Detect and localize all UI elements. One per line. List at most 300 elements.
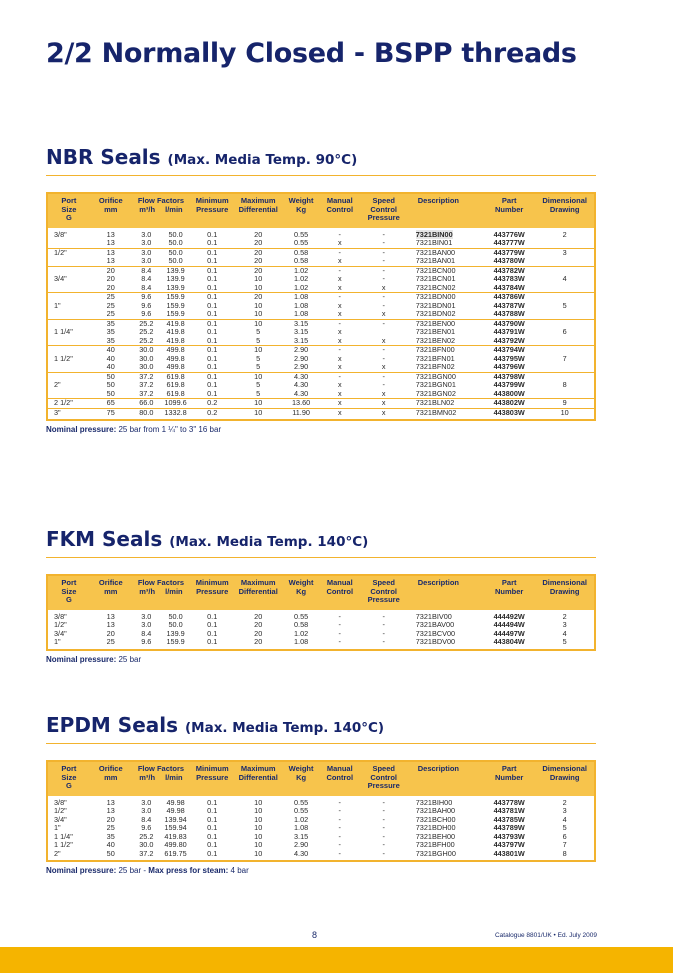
section-title-main: FKM Seals	[46, 527, 163, 551]
description-cell-value: 7321BAN00	[415, 248, 456, 257]
header-part-number-line: Part	[501, 578, 517, 587]
manual-control-cell	[320, 390, 360, 399]
manual-control-cell-value: -	[338, 292, 341, 301]
drawing-cell	[535, 621, 594, 630]
flow-lmin-cell-value: 139.9	[166, 275, 185, 283]
header-row	[48, 762, 594, 796]
flow-m3h-cell	[132, 807, 161, 816]
min-pressure-cell	[190, 293, 234, 302]
header-max-differential-line: Maximum	[240, 764, 276, 773]
speed-control-cell	[360, 638, 408, 649]
description-cell-value: 7321BAV00	[415, 621, 455, 629]
max-differential-cell	[234, 284, 282, 293]
min-pressure-cell-value: 0.1	[207, 239, 218, 247]
drawing-cell-value: 2	[562, 797, 567, 807]
part-number-cell	[483, 284, 535, 293]
orifice-cell	[90, 355, 132, 364]
header-max-differential-line: Differential	[238, 772, 278, 782]
weight-cell	[282, 621, 320, 630]
port-size-cell	[48, 228, 90, 240]
note-text: 25 bar -	[118, 866, 149, 875]
flow-lmin-cell-value: 619.75	[164, 849, 187, 858]
table-row	[48, 610, 594, 622]
flow-m3h-cell	[132, 824, 161, 833]
min-pressure-cell-value: 0.1	[207, 381, 218, 389]
part-number-cell-value: 443790W	[493, 319, 525, 328]
header-weight	[282, 762, 320, 796]
description-cell	[408, 302, 483, 311]
max-differential-cell-value: 10	[254, 807, 263, 815]
part-number-cell	[483, 841, 535, 850]
min-pressure-cell	[190, 833, 234, 842]
min-pressure-cell	[190, 310, 234, 319]
orifice-cell-value: 20	[106, 275, 115, 283]
header-min-pressure-line: Pressure	[196, 586, 229, 596]
weight-cell-value: 1.08	[293, 301, 309, 310]
speed-control-cell	[360, 807, 408, 816]
drawing-cell	[535, 257, 594, 266]
flow-lmin-cell-value: 499.8	[166, 363, 185, 371]
description-cell	[408, 257, 483, 266]
min-pressure-cell	[190, 346, 234, 355]
flow-lmin-cell-value: 49.98	[166, 797, 185, 807]
manual-control-cell	[320, 355, 360, 364]
description-cell-value: 7321BCN00	[415, 266, 456, 275]
drawing-cell-value: 4	[562, 815, 567, 824]
orifice-cell	[90, 638, 132, 649]
header-description-line: Description	[417, 578, 460, 587]
speed-control-cell-value: -	[382, 807, 385, 815]
speed-control-cell	[360, 302, 408, 311]
manual-control-cell-value: x	[337, 398, 342, 407]
drawing-cell-value: 2	[562, 611, 567, 621]
weight-cell	[282, 807, 320, 816]
header-min-pressure	[190, 194, 234, 228]
header-flow-lmin: l/min	[165, 204, 183, 214]
orifice-cell	[90, 796, 132, 808]
description-cell-value: 7321BCV00	[415, 629, 456, 638]
header-dimensional-drawing-line: Dimensional	[542, 578, 587, 587]
header-speed-control-line: Speed	[372, 196, 395, 205]
orifice-cell-value: 20	[106, 629, 115, 638]
max-differential-cell-value: 5	[256, 381, 261, 389]
weight-cell-value: 2.90	[293, 363, 309, 371]
header-min-pressure-line: Pressure	[196, 772, 229, 782]
max-differential-cell	[234, 816, 282, 825]
min-pressure-cell-value: 0.1	[207, 815, 218, 824]
table-row	[48, 363, 594, 372]
flow-m3h-cell	[132, 610, 161, 622]
flow-lmin-cell	[161, 638, 190, 649]
flow-m3h-cell	[132, 319, 161, 328]
header-manual-control-line: Manual	[326, 764, 353, 773]
header-max-differential-line: Differential	[238, 586, 278, 596]
part-number-cell-value: 444492W	[493, 611, 525, 621]
description-cell-value: 7321BDN01	[415, 301, 456, 310]
manual-control-cell	[320, 372, 360, 381]
description-cell-value: 7321BFN01	[415, 354, 455, 363]
max-differential-cell-value: 20	[254, 257, 263, 265]
speed-control-cell-value: -	[382, 292, 385, 301]
drawing-cell-value: 4	[562, 275, 567, 283]
header-port-size-line: G	[65, 213, 72, 222]
description-cell-value: 7321BMN02	[415, 408, 457, 417]
table-row	[48, 638, 594, 649]
weight-cell	[282, 228, 320, 240]
min-pressure-cell-value: 0.1	[207, 849, 218, 858]
part-number-cell	[483, 266, 535, 275]
speed-control-cell	[360, 833, 408, 842]
nominal-pressure-note	[46, 655, 596, 664]
manual-control-cell	[320, 363, 360, 372]
section-title	[46, 528, 596, 553]
min-pressure-cell	[190, 390, 234, 399]
flow-m3h-cell	[132, 284, 161, 293]
part-number-cell	[483, 302, 535, 311]
speed-control-cell-value: -	[382, 248, 385, 257]
port-size-cell-value: 1 1/4"	[54, 328, 73, 336]
part-number-cell-value: 443781W	[493, 807, 525, 815]
section-divider	[46, 557, 596, 558]
weight-cell-value: 0.55	[293, 229, 309, 239]
description-cell-value: 7321BDN02	[415, 310, 456, 318]
min-pressure-cell	[190, 807, 234, 816]
speed-control-cell-value: -	[382, 841, 385, 849]
max-differential-cell	[234, 266, 282, 275]
part-number-cell-value: 443777W	[493, 239, 525, 247]
drawing-cell-value: 6	[562, 832, 567, 841]
manual-control-cell	[320, 319, 360, 328]
drawing-cell	[535, 850, 594, 861]
manual-control-cell	[320, 399, 360, 409]
table-row	[48, 228, 594, 240]
description-cell	[408, 228, 483, 240]
manual-control-cell-value: -	[338, 611, 341, 621]
header-port-size	[48, 762, 90, 796]
weight-cell	[282, 390, 320, 399]
nominal-pressure-note	[46, 866, 596, 875]
min-pressure-cell-value: 0.1	[207, 257, 218, 265]
header-manual-control	[320, 194, 360, 228]
flow-lmin-cell	[161, 833, 190, 842]
header-dimensional-drawing-line: Drawing	[549, 586, 580, 596]
port-size-cell	[48, 328, 90, 337]
manual-control-cell-value: -	[338, 372, 341, 381]
weight-cell-value: 0.58	[293, 257, 309, 265]
orifice-cell-value: 13	[106, 248, 115, 257]
manual-control-cell	[320, 807, 360, 816]
port-size-cell-value: 1/2"	[54, 248, 67, 257]
part-number-cell-value: 443803W	[493, 408, 525, 417]
flow-m3h-cell	[132, 302, 161, 311]
max-differential-cell	[234, 355, 282, 364]
port-size-cell-value: 2"	[54, 381, 61, 389]
weight-cell	[282, 239, 320, 248]
port-size-cell-value: 1/2"	[54, 621, 67, 629]
flow-lmin-cell	[161, 284, 190, 293]
min-pressure-cell-value: 0.1	[207, 807, 218, 815]
manual-control-cell-value: -	[338, 824, 341, 832]
max-differential-cell-value: 20	[254, 292, 263, 301]
flow-lmin-cell	[161, 257, 190, 266]
description-cell-value: 7321BEN02	[415, 336, 456, 345]
min-pressure-cell	[190, 399, 234, 409]
max-differential-cell-value: 10	[254, 849, 263, 858]
speed-control-cell	[360, 293, 408, 302]
max-differential-cell-value: 10	[254, 824, 263, 832]
flow-lmin-cell	[161, 408, 190, 419]
speed-control-cell-value: x	[381, 398, 386, 407]
flow-lmin-cell-value: 619.8	[166, 389, 185, 398]
orifice-cell-value: 65	[106, 398, 115, 407]
drawing-cell-value: 3	[562, 248, 567, 257]
flow-m3h-cell-value: 8.4	[141, 275, 152, 283]
header-flow-factors	[132, 194, 191, 228]
flow-lmin-cell-value: 139.9	[166, 283, 185, 292]
header-manual-control	[320, 576, 360, 610]
flow-lmin-cell-value: 139.94	[164, 815, 187, 824]
part-number-cell-value: 443804W	[493, 638, 525, 646]
manual-control-cell-value: -	[338, 849, 341, 858]
max-differential-cell-value: 5	[256, 336, 261, 345]
part-number-cell-value: 443780W	[493, 257, 525, 265]
header-weight-line: Weight	[288, 764, 314, 773]
manual-control-cell	[320, 833, 360, 842]
orifice-cell-value: 50	[106, 849, 115, 858]
port-size-cell	[48, 372, 90, 381]
part-number-cell-value: 443801W	[493, 849, 525, 858]
speed-control-cell-value: -	[382, 319, 385, 328]
manual-control-cell	[320, 638, 360, 649]
flow-lmin-cell	[161, 310, 190, 319]
description-cell-value: 7321BCH00	[415, 815, 456, 824]
flow-m3h-cell	[132, 841, 161, 850]
manual-control-cell-value: x	[337, 354, 342, 363]
flow-lmin-cell	[161, 399, 190, 409]
table-row	[48, 239, 594, 248]
port-size-cell	[48, 355, 90, 364]
header-part-number	[483, 576, 535, 610]
manual-control-cell-value: -	[338, 345, 341, 354]
speed-control-cell-value: x	[381, 363, 386, 371]
flow-lmin-cell	[161, 337, 190, 346]
min-pressure-cell-value: 0.1	[207, 638, 218, 646]
speed-control-cell	[360, 284, 408, 293]
min-pressure-cell-value: 0.1	[207, 292, 218, 301]
part-number-cell-value: 443799W	[493, 381, 525, 389]
manual-control-cell	[320, 248, 360, 257]
description-cell-value: 7321BIN01	[415, 239, 453, 247]
header-max-differential	[234, 194, 282, 228]
max-differential-cell	[234, 796, 282, 808]
min-pressure-cell-value: 0.1	[207, 797, 218, 807]
description-cell-value: 7321BFN00	[415, 345, 455, 354]
orifice-cell	[90, 310, 132, 319]
max-differential-cell	[234, 638, 282, 649]
min-pressure-cell	[190, 275, 234, 284]
manual-control-cell-value: x	[337, 381, 342, 389]
flow-lmin-cell	[161, 346, 190, 355]
part-number-cell-value: 443786W	[493, 292, 525, 301]
port-size-cell	[48, 257, 90, 266]
flow-lmin-cell-value: 619.8	[166, 381, 185, 389]
description-cell	[408, 248, 483, 257]
drawing-cell-value: 5	[562, 638, 567, 646]
table-row	[48, 293, 594, 302]
header-max-differential	[234, 576, 282, 610]
min-pressure-cell	[190, 337, 234, 346]
min-pressure-cell	[190, 841, 234, 850]
orifice-cell-value: 13	[106, 621, 115, 629]
flow-m3h-cell-value: 3.0	[141, 229, 152, 239]
flow-m3h-cell-value: 25.2	[139, 832, 154, 841]
header-row	[48, 194, 594, 228]
note-label: Nominal pressure:	[46, 654, 117, 664]
weight-cell-value: 0.55	[293, 611, 309, 621]
description-cell	[408, 796, 483, 808]
weight-cell	[282, 399, 320, 409]
drawing-cell	[535, 408, 594, 419]
table-row	[48, 328, 594, 337]
max-differential-cell-value: 10	[254, 815, 263, 824]
weight-cell-value: 11.90	[292, 408, 310, 417]
weight-cell-value: 0.55	[293, 239, 309, 247]
flow-lmin-cell-value: 50.0	[168, 248, 183, 257]
orifice-cell	[90, 630, 132, 639]
flow-lmin-cell	[161, 381, 190, 390]
manual-control-cell	[320, 228, 360, 240]
orifice-cell-value: 35	[106, 328, 115, 336]
min-pressure-cell	[190, 319, 234, 328]
min-pressure-cell	[190, 284, 234, 293]
flow-m3h-cell-value: 8.4	[141, 266, 152, 275]
manual-control-cell-value: x	[337, 301, 342, 310]
part-number-cell	[483, 363, 535, 372]
description-cell	[408, 319, 483, 328]
orifice-cell-value: 20	[106, 815, 115, 824]
manual-control-cell-value: -	[338, 841, 341, 849]
min-pressure-cell-value: 0.1	[207, 611, 218, 621]
part-number-cell-value: 443798W	[493, 372, 525, 381]
speed-control-cell-value: x	[381, 408, 386, 417]
weight-cell	[282, 841, 320, 850]
min-pressure-cell-value: 0.2	[207, 398, 218, 407]
port-size-cell	[48, 850, 90, 861]
header-weight-line: Kg	[296, 772, 307, 782]
weight-cell-value: 2.90	[293, 354, 309, 363]
description-cell	[408, 816, 483, 825]
header-description	[408, 576, 483, 610]
max-differential-cell	[234, 293, 282, 302]
speed-control-cell	[360, 850, 408, 861]
weight-cell-value: 1.02	[293, 275, 309, 283]
header-dimensional-drawing-line: Dimensional	[542, 764, 587, 773]
table-row	[48, 841, 594, 850]
drawing-cell-value: 3	[562, 807, 567, 815]
orifice-cell-value: 25	[106, 638, 115, 646]
max-differential-cell	[234, 257, 282, 266]
flow-m3h-cell	[132, 228, 161, 240]
weight-cell	[282, 319, 320, 328]
drawing-cell-value: 9	[562, 398, 567, 407]
manual-control-cell-value: -	[338, 638, 341, 646]
weight-cell	[282, 408, 320, 419]
note-text: 25 bar from 1 ¼" to 3" 16 bar	[118, 425, 222, 434]
description-cell	[408, 408, 483, 419]
part-number-cell	[483, 638, 535, 649]
weight-cell	[282, 850, 320, 861]
manual-control-cell	[320, 275, 360, 284]
max-differential-cell-value: 10	[254, 283, 263, 292]
orifice-cell	[90, 372, 132, 381]
header-port-size-line: G	[65, 595, 72, 604]
flow-m3h-cell	[132, 850, 161, 861]
port-size-cell-value: 1"	[54, 824, 61, 832]
flow-lmin-cell-value: 499.8	[166, 354, 185, 363]
flow-lmin-cell	[161, 390, 190, 399]
flow-m3h-cell	[132, 833, 161, 842]
port-size-cell-value: 3/8"	[54, 797, 67, 807]
speed-control-cell	[360, 841, 408, 850]
manual-control-cell	[320, 284, 360, 293]
max-differential-cell	[234, 372, 282, 381]
max-differential-cell	[234, 310, 282, 319]
min-pressure-cell-value: 0.1	[207, 832, 218, 841]
weight-cell	[282, 381, 320, 390]
speed-control-cell	[360, 372, 408, 381]
max-differential-cell	[234, 630, 282, 639]
manual-control-cell	[320, 302, 360, 311]
header-manual-control-line: Manual	[326, 578, 353, 587]
header-orifice-line: Orifice	[98, 764, 123, 773]
orifice-cell	[90, 610, 132, 622]
header-speed-control-line: Pressure	[367, 213, 400, 222]
part-number-cell	[483, 328, 535, 337]
speed-control-cell	[360, 381, 408, 390]
drawing-cell-value: 8	[562, 849, 567, 858]
speed-control-cell	[360, 355, 408, 364]
min-pressure-cell-value: 0.1	[207, 319, 218, 328]
manual-control-cell-value: -	[338, 807, 341, 815]
note-text-steam: 4 bar	[230, 866, 249, 875]
weight-cell-value: 2.90	[293, 345, 309, 354]
weight-cell	[282, 816, 320, 825]
manual-control-cell	[320, 630, 360, 639]
section-title-sub: (Max. Media Temp. 140°C)	[184, 720, 385, 736]
max-differential-cell	[234, 610, 282, 622]
table-row	[48, 319, 594, 328]
description-cell-value: 7321BAH00	[415, 807, 456, 815]
epdm-table	[48, 762, 594, 860]
description-cell	[408, 355, 483, 364]
port-size-cell-value: 3/8"	[54, 611, 67, 621]
header-max-differential-line: Differential	[238, 204, 278, 214]
port-size-cell	[48, 638, 90, 649]
description-cell	[408, 638, 483, 649]
port-size-cell-value: 1 1/2"	[54, 841, 73, 849]
max-differential-cell-value: 20	[254, 638, 263, 646]
flow-m3h-cell	[132, 796, 161, 808]
flow-lmin-cell	[161, 275, 190, 284]
speed-control-cell-value: -	[382, 381, 385, 389]
weight-cell-value: 1.08	[293, 292, 309, 301]
fkm-table	[48, 576, 594, 649]
speed-control-cell	[360, 796, 408, 808]
orifice-cell-value: 25	[106, 310, 115, 318]
weight-cell	[282, 284, 320, 293]
min-pressure-cell-value: 0.1	[207, 363, 218, 371]
header-max-differential-line: Maximum	[240, 578, 276, 587]
